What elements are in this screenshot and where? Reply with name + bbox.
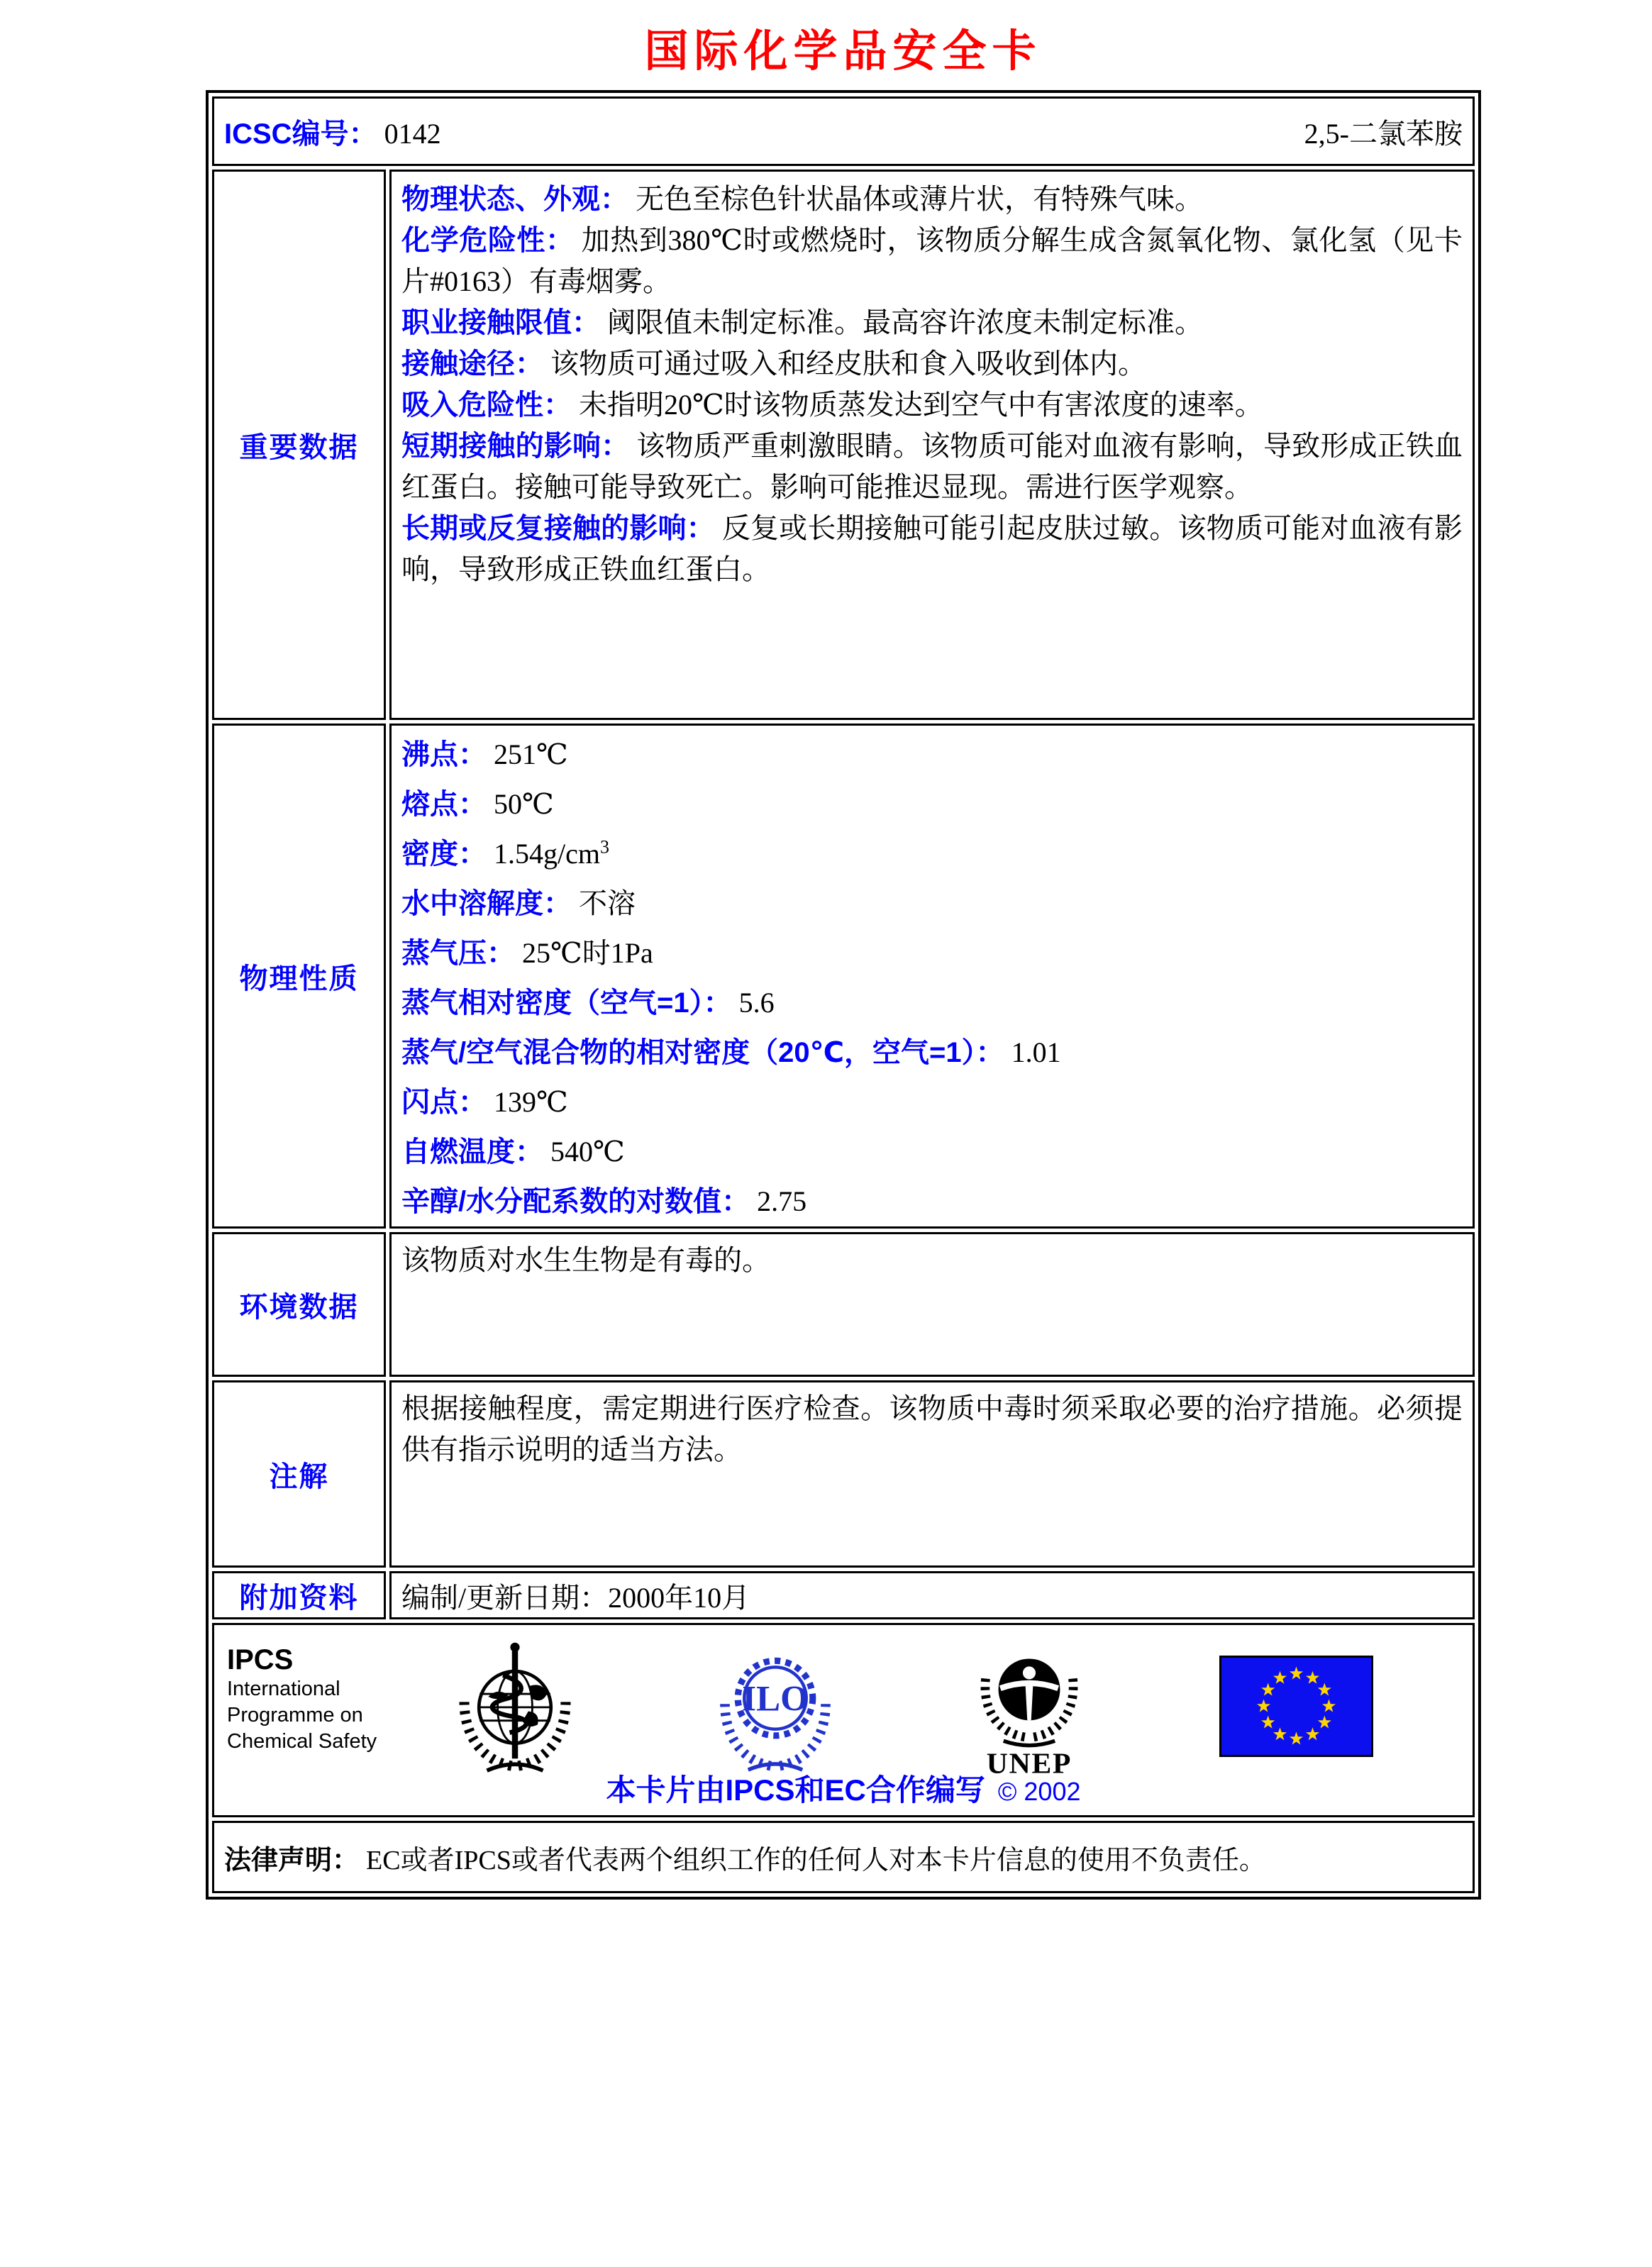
property-label: 水中溶解度： [401, 888, 572, 919]
card-header [224, 99, 1463, 164]
entry-text: 该物质严重刺激眼睛。该物质可能对血液有影响，导致形成正铁血红蛋白。接触可能导致死亡。影响可能推迟显现。需进行医学观察。 [401, 430, 1463, 503]
legal-statement-label: 法律声明： [224, 1845, 360, 1875]
row-label-additional-info: 附加资料 [212, 1571, 386, 1619]
property-label: 熔点： [401, 789, 487, 820]
important-entry [401, 508, 1463, 590]
ipcs-text-block [227, 1644, 377, 1755]
property-value: 5.6 [738, 987, 775, 1019]
property-line [401, 978, 1463, 1028]
row-label-notes: 注解 [212, 1380, 386, 1568]
additional-info-content [389, 1571, 1475, 1619]
important-entry [401, 220, 1463, 302]
property-line [401, 1028, 1463, 1077]
ipcs-subtitle-line: Programme on [227, 1704, 363, 1726]
entry-label: 吸入危险性： [401, 389, 572, 421]
legal-statement [212, 1821, 1475, 1893]
property-line [401, 879, 1463, 929]
property-label: 辛醇/水分配系数的对数值： [401, 1186, 750, 1217]
row-label-environmental-data: 环境数据 [212, 1232, 386, 1377]
entry-text: 该物质可通过吸入和经皮肤和食入吸收到体内。 [550, 348, 1146, 379]
footer-caption: 本卡片由IPCS和EC合作编写 [606, 1773, 985, 1807]
important-entry [401, 384, 1463, 426]
property-label: 蒸气压： [401, 938, 515, 969]
entry-text: 阈限值未制定标准。最高容许浓度未制定标准。 [607, 306, 1203, 338]
entry-text: 未指明20℃时该物质蒸发达到空气中有害浓度的速率。 [579, 389, 1263, 421]
property-label: 闪点： [401, 1087, 487, 1118]
entry-label: 物理状态、外观： [401, 184, 628, 215]
property-line [401, 780, 1463, 829]
organizations-footer [212, 1623, 1475, 1817]
property-label: 蒸气相对密度（空气=1）： [401, 987, 732, 1019]
svg-text:ILO: ILO [741, 1679, 809, 1719]
entry-label: 化学危险性： [401, 225, 575, 256]
property-value: 540℃ [550, 1136, 625, 1168]
ipcs-subtitle-line: International [227, 1678, 340, 1700]
entry-label: 接触途径： [401, 348, 543, 379]
notes-content [389, 1380, 1475, 1568]
property-value: 1.01 [1011, 1036, 1061, 1068]
entry-label: 职业接触限值： [401, 307, 600, 338]
entry-text: 无色至棕色针状晶体或薄片状，有特殊气味。 [636, 183, 1203, 215]
important-entry [401, 302, 1463, 343]
svg-text:UNEP: UNEP [987, 1747, 1072, 1780]
page-title: 国际化学品安全卡 [644, 28, 1042, 76]
entry-label: 长期或反复接触的影响： [401, 513, 715, 544]
property-value: 251℃ [494, 738, 568, 770]
entry-label: 短期接触的影响： [401, 431, 630, 462]
ilo-emblem-icon [711, 1636, 840, 1783]
footer-copyright: © 2002 [997, 1777, 1081, 1806]
footer-caption-line [214, 1767, 1473, 1809]
property-label: 自燃温度： [401, 1136, 543, 1168]
property-value: 2.75 [757, 1185, 807, 1217]
property-line [401, 1077, 1463, 1127]
property-line [401, 1177, 1463, 1226]
property-value: 不溶 [579, 887, 636, 919]
property-line [401, 1127, 1463, 1177]
entry-text: 加热到380℃时或燃烧时，该物质分解生成含氮氧化物、氯化氢（见卡片#0163）有毒烟雾。 [401, 224, 1463, 297]
who-emblem-icon [448, 1635, 582, 1784]
physical-properties-content [389, 724, 1475, 1229]
environmental-data-text: 该物质对水生生物是有毒的。 [401, 1244, 770, 1276]
icsc-number-value: 0142 [384, 117, 441, 150]
property-value: 25℃时1Pa [522, 937, 653, 969]
safety-card-table [206, 90, 1481, 1900]
ipcs-title: IPCS [227, 1644, 294, 1675]
update-date-value: 2000年10月 [608, 1581, 750, 1614]
row-label-important-data: 重要数据 [212, 170, 386, 720]
update-date-label: 编制/更新日期： [401, 1581, 609, 1614]
property-value: 1.54g/cm [494, 838, 600, 870]
important-data-content [389, 170, 1475, 720]
chemical-name: 2,5-二氯苯胺 [1304, 117, 1463, 150]
property-label: 沸点： [401, 739, 487, 770]
icsc-number-label: ICSC编号： [224, 118, 377, 150]
property-value-superscript: 3 [599, 836, 609, 858]
property-line [401, 829, 1463, 879]
legal-statement-text: EC或者IPCS或者代表两个组织工作的任何人对本卡片信息的使用不负责任。 [366, 1845, 1266, 1875]
property-value: 50℃ [494, 788, 554, 820]
entry-text: 反复或长期接触可能引起皮肤过敏。该物质可能对血液有影响，导致形成正铁血红蛋白。 [401, 512, 1463, 585]
property-value: 139℃ [494, 1086, 568, 1118]
icsc-number [224, 111, 441, 152]
property-label: 密度： [401, 838, 487, 870]
row-label-physical-properties: 物理性质 [212, 724, 386, 1229]
notes-text: 根据接触程度，需定期进行医疗检查。该物质中毒时须采取必要的治疗措施。必须提供有指示说明的适当方法。 [401, 1392, 1463, 1465]
important-entry [401, 426, 1463, 508]
important-entry [401, 179, 1463, 220]
ipcs-subtitle-line: Chemical Safety [227, 1730, 377, 1753]
property-line [401, 730, 1463, 780]
property-line [401, 929, 1463, 978]
eu-flag-icon [1219, 1656, 1373, 1764]
environmental-data-content [389, 1232, 1475, 1377]
important-entry [401, 343, 1463, 384]
property-label: 蒸气/空气混合物的相对密度（20℃，空气=1）： [401, 1037, 1004, 1068]
